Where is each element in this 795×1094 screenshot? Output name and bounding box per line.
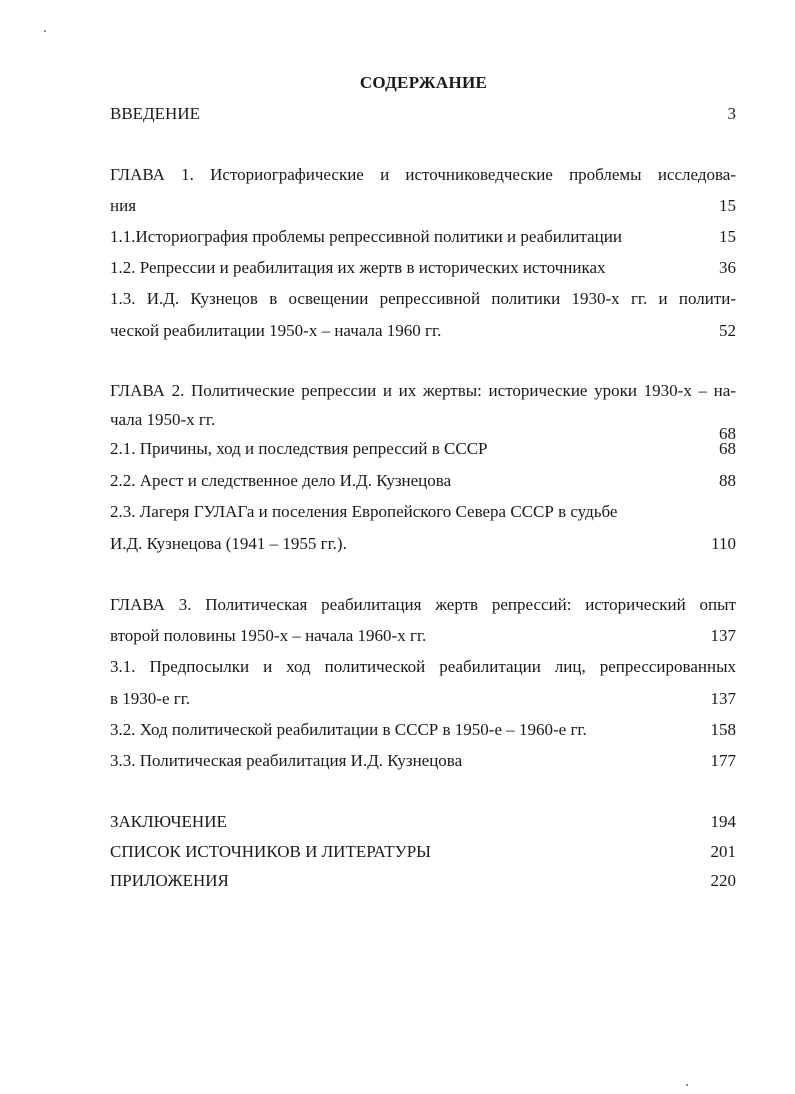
scan-speck: [686, 1084, 688, 1086]
toc-section-3-1-line1: [110, 652, 736, 682]
toc-label: 3.1. Предпосылки и ход политической реабилитации лиц, репрессированных: [110, 657, 736, 676]
toc-label: чала 1950-х гг.: [110, 410, 216, 429]
toc-label: 1.3. И.Д. Кузнецов в освещении репрессивной политики 1930-х гг. и полити-: [110, 289, 736, 308]
toc-page: 68: [719, 439, 736, 458]
toc-section-2-1: [110, 434, 736, 464]
toc-section-2-3-line1: [110, 497, 736, 527]
toc-label: 2.3. Лагеря ГУЛАГа и поселения Европейского Севера СССР в судьбе: [110, 502, 618, 521]
toc-label: ГЛАВА 3. Политическая реабилитация жертв репрессий: исторический опыт: [110, 595, 736, 614]
toc-section-2-3-line2: [110, 529, 736, 559]
toc-section-1-2: [110, 253, 736, 283]
toc-page: 36: [719, 258, 736, 277]
toc-label: ГЛАВА 1. Историографические и источниковедческие проблемы исследова-: [110, 165, 736, 184]
toc-section-1-3-line1: [110, 284, 736, 314]
toc-chapter-1-line2: [110, 191, 736, 221]
toc-section-3-3: [110, 746, 736, 776]
toc-chapter-3-line1: [110, 590, 736, 620]
toc-label: 1.2. Репрессии и реабилитация их жертв в исторических источниках: [110, 258, 606, 277]
toc-label: ВВЕДЕНИЕ: [110, 104, 200, 123]
toc-section-3-1-line2: [110, 684, 736, 714]
toc-section-1-3-line2: [110, 316, 736, 346]
toc-label: ЗАКЛЮЧЕНИЕ: [110, 812, 227, 831]
toc-chapter-1-line1: [110, 160, 736, 190]
toc-label: 3.2. Ход политической реабилитации в СССР в 1950-е – 1960-е гг.: [110, 720, 587, 739]
toc-page: 220: [710, 871, 736, 890]
toc-label: И.Д. Кузнецова (1941 – 1955 гг.).: [110, 534, 347, 553]
toc-entry-conclusion: [110, 807, 736, 837]
scan-speck: [44, 30, 46, 32]
toc-label: 1.1.Историография проблемы репрессивной политики и реабилитации: [110, 227, 622, 246]
toc-chapter-2-line1: [110, 376, 736, 406]
toc-page: 137: [710, 626, 736, 645]
toc-page: 15: [719, 227, 736, 246]
toc-label: ния: [110, 196, 137, 215]
toc-page: 88: [719, 471, 736, 490]
toc-label: ческой реабилитации 1950-х – начала 1960 гг.: [110, 321, 442, 340]
toc-page: 137: [710, 689, 736, 708]
toc-entry-sources: [110, 837, 736, 867]
toc-section-2-2: [110, 466, 736, 496]
toc-label: второй половины 1950-х – начала 1960-х гг.: [110, 626, 427, 645]
toc-page: 194: [710, 812, 736, 831]
toc-entry-appendix: [110, 866, 736, 896]
toc-label: 3.3. Политическая реабилитация И.Д. Кузнецова: [110, 751, 463, 770]
toc-page: 52: [719, 321, 736, 340]
toc-page: 3: [727, 104, 736, 123]
toc-chapter-3-line2: [110, 621, 736, 651]
toc-label: ГЛАВА 2. Политические репрессии и их жертвы: исторические уроки 1930-х – на-: [110, 381, 736, 400]
toc-label: СПИСОК ИСТОЧНИКОВ И ЛИТЕРАТУРЫ: [110, 842, 431, 861]
toc-label: 2.1. Причины, ход и последствия репрессий в СССР: [110, 439, 488, 458]
toc-section-1-1: [110, 222, 736, 252]
toc-page: 68: [719, 424, 736, 443]
page-title: СОДЕРЖАНИЕ: [359, 73, 488, 92]
toc-page: 177: [710, 751, 736, 770]
toc-page: 15: [719, 196, 736, 215]
toc-entry-intro: [110, 99, 736, 129]
toc-page: 201: [710, 842, 736, 861]
toc-label: 2.2. Арест и следственное дело И.Д. Кузнецова: [110, 471, 452, 490]
toc-page: 110: [711, 534, 736, 553]
toc-page: 158: [710, 720, 736, 739]
toc-label: в 1930-е гг.: [110, 689, 191, 708]
toc-label: ПРИЛОЖЕНИЯ: [110, 871, 229, 890]
toc-section-3-2: [110, 715, 736, 745]
